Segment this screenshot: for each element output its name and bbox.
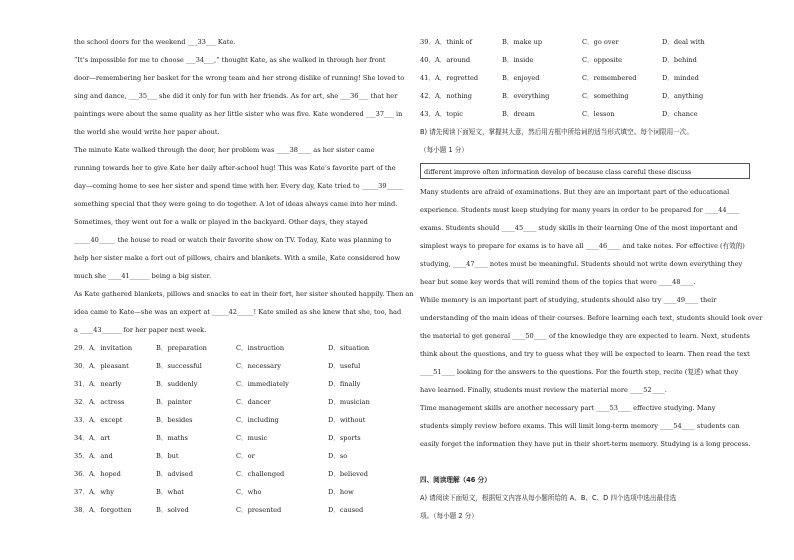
option-b: B．inside bbox=[502, 56, 534, 64]
option-b: B．solved bbox=[156, 506, 189, 514]
option-c: C．dancer bbox=[236, 398, 271, 406]
option-b: B．advised bbox=[156, 470, 193, 478]
section-b-points: （每小题 1 分） bbox=[420, 146, 468, 154]
option-d: D．minded bbox=[662, 74, 699, 82]
passage-line: ____51____ looking for the answers to the questions. For the fourth step, recite (复述) what they bbox=[420, 368, 739, 376]
passage-line: students simply review before exams. This will limit long-term memory ____54____ students can bbox=[420, 422, 740, 430]
section-heading: 四、阅读理解（46 分） bbox=[420, 476, 491, 484]
option-c: C．challenged bbox=[236, 470, 285, 478]
passage-line: idea came to Kate—she was an expert at _____42_____! Kate smiled as she knew that she, too, had bbox=[74, 308, 402, 316]
option-d: D．situation bbox=[328, 344, 370, 352]
passage-line: help her sister make a fort out of pillows, chairs and blankets. With a smile, Kate considered how bbox=[74, 254, 401, 262]
option-c: C．something bbox=[582, 92, 629, 100]
passage-line: easily forget the information they have put in their short-term memory. Studying is a long process. bbox=[420, 440, 751, 448]
option-d: D．useful bbox=[328, 362, 361, 370]
option-a: 37．A．why bbox=[74, 488, 114, 496]
passage-line: simplest ways to prepare for exams is to have all ____46____ and take notes. For effective (有效的) bbox=[420, 242, 745, 250]
passage-line: Many students are afraid of examinations. But they are an important part of the educational bbox=[420, 188, 730, 196]
passage-line: studying, ____47____ notes must be meaningful. Students should not write down everything they bbox=[420, 260, 743, 268]
passage-line: While memory is an important part of studying, students should also try ____49____ their bbox=[420, 296, 717, 304]
passage-line: day—coming home to see her sister and spend time with her. Every day, Kate tried to _____39_____ bbox=[74, 182, 404, 190]
option-d: D．behind bbox=[662, 56, 697, 64]
section-a-points: 项。（每小题 2 分） bbox=[420, 512, 478, 520]
option-a: 36．A．hoped bbox=[74, 470, 121, 478]
passage-line: hear but some key words that will remind them of the topics that were ____48____. bbox=[420, 278, 696, 286]
passage-line: Sometimes, they went out for a walk or played in the backyard. Other days, they stayed bbox=[74, 218, 368, 226]
passage-line: paintings were about the same quality as her little sister who was five. Kate wondered ___37___ in bbox=[74, 110, 403, 118]
passage-line: As Kate gathered blankets, pillows and snacks to eat in their fort, her sister shouted happily. Then an bbox=[74, 290, 414, 298]
passage-line: door—remembering her basket for the wrong team and her strong dislike of running! She loved to bbox=[74, 74, 405, 82]
option-d: D．deal with bbox=[662, 38, 705, 46]
option-b: B．dream bbox=[502, 110, 535, 118]
passage-line: experience. Students must keep studying for many years in order to be prepared for ____44____ bbox=[420, 206, 740, 214]
option-c: C．lesson bbox=[582, 110, 615, 118]
option-a: 42．A．nothing bbox=[420, 92, 473, 100]
passage-line: think about the questions, and try to guess what they will be expected to learn. Then read the text bbox=[420, 350, 750, 358]
option-d: D．believed bbox=[328, 470, 368, 478]
option-c: C．or bbox=[236, 452, 255, 460]
option-c: C．instruction bbox=[236, 344, 285, 352]
option-b: B．make up bbox=[502, 38, 543, 46]
passage-line: the world she would write her paper about. bbox=[74, 128, 220, 136]
option-d: D．sports bbox=[328, 434, 361, 442]
option-a: 31．A．nearly bbox=[74, 380, 122, 388]
option-b: B．maths bbox=[156, 434, 188, 442]
option-a: 33．A．except bbox=[74, 416, 123, 424]
option-c: C．go over bbox=[582, 38, 619, 46]
passage-line: much she ____41______ being a big sister. bbox=[74, 272, 212, 280]
option-a: 41．A．regretted bbox=[420, 74, 479, 82]
option-d: D．caused bbox=[328, 506, 364, 514]
passage-line: “It’s impossible for me to choose ___34___,” thought Kate, as she walked in through her front bbox=[74, 56, 386, 64]
option-c: C．remembered bbox=[582, 74, 637, 82]
option-d: D．musician bbox=[328, 398, 370, 406]
passage-line: a ____43______ for her paper next week. bbox=[74, 326, 207, 334]
option-a: 39．A．think of bbox=[420, 38, 473, 46]
option-c: C．immediately bbox=[236, 380, 289, 388]
section-a-instruction: A) 请阅读下面短文，根据短文内容从每小题所给的 A、B、C、D 四个选项中选出最佳选 bbox=[420, 494, 677, 502]
passage-line: The minute Kate walked through the door, her problem was ____38____ as her sister came bbox=[74, 146, 375, 154]
option-a: 40．A．around bbox=[420, 56, 471, 64]
passage-line: _____40_____ the house to read or watch their favorite show on TV. Today, Kate was planning to bbox=[74, 236, 392, 244]
word-box-words: different improve often information develop of because class careful these discuss bbox=[424, 168, 692, 176]
option-b: B．painter bbox=[156, 398, 192, 406]
option-c: C．music bbox=[236, 434, 268, 442]
option-d: D．finally bbox=[328, 380, 361, 388]
option-a: 43．A．topic bbox=[420, 110, 463, 118]
option-d: D．without bbox=[328, 416, 366, 424]
passage-line: exams. Students should ____45____ study skills in their learning One of the most important and bbox=[420, 224, 738, 232]
option-b: B．what bbox=[156, 488, 184, 496]
passage-line: Time management skills are another necessary part ____53____ effective studying. Many bbox=[420, 404, 716, 412]
passage-line: running towards her to give Kate her daily after-school hug! This was Kate’s favorite part of the bbox=[74, 164, 396, 172]
passage-line: the material to get general ____50____ of the knowledge they are expected to learn. Next, students bbox=[420, 332, 750, 340]
option-b: B．everything bbox=[502, 92, 550, 100]
option-b: B．preparation bbox=[156, 344, 207, 352]
option-a: 34．A．art bbox=[74, 434, 111, 442]
option-b: B．besides bbox=[156, 416, 193, 424]
option-c: C．presented bbox=[236, 506, 282, 514]
option-a: 32．A．actress bbox=[74, 398, 125, 406]
option-c: C．opposite bbox=[582, 56, 623, 64]
passage-line: sing and dance, ___35___ she did it only for fun with her friends. As for art, she ___36___ that her bbox=[74, 92, 398, 100]
option-d: D．chance bbox=[662, 110, 698, 118]
section-b-instruction: B) 请先阅读下面短文，掌握其大意，然后用方框中所给词的适当形式填空。每个词限用一次。 bbox=[420, 128, 693, 136]
option-c: C．necessary bbox=[236, 362, 281, 370]
option-a: 30．A．pleasant bbox=[74, 362, 129, 370]
option-c: C．who bbox=[236, 488, 262, 496]
passage-line: something special that they were going to do together. A lot of ideas always came into her mind. bbox=[74, 200, 398, 208]
option-b: B．suddenly bbox=[156, 380, 198, 388]
option-c: C．including bbox=[236, 416, 279, 424]
option-d: D．anything bbox=[662, 92, 704, 100]
word-box bbox=[420, 163, 750, 179]
option-a: 35．A．and bbox=[74, 452, 113, 460]
passage-line: have learned. Finally, students must review the material more ____52____. bbox=[420, 386, 667, 394]
passage-line: the school doors for the weekend ___33___ Kate. bbox=[74, 38, 236, 46]
option-d: D．so bbox=[328, 452, 348, 460]
option-b: B．enjoyed bbox=[502, 74, 540, 82]
option-b: B．but bbox=[156, 452, 179, 460]
option-d: D．how bbox=[328, 488, 354, 496]
option-a: 29．A．invitation bbox=[74, 344, 133, 352]
option-b: B．successful bbox=[156, 362, 202, 370]
passage-line: understanding of the main ideas of their courses. Before learning each text, students should look over bbox=[420, 314, 763, 322]
option-a: 38．A．forgotten bbox=[74, 506, 132, 514]
